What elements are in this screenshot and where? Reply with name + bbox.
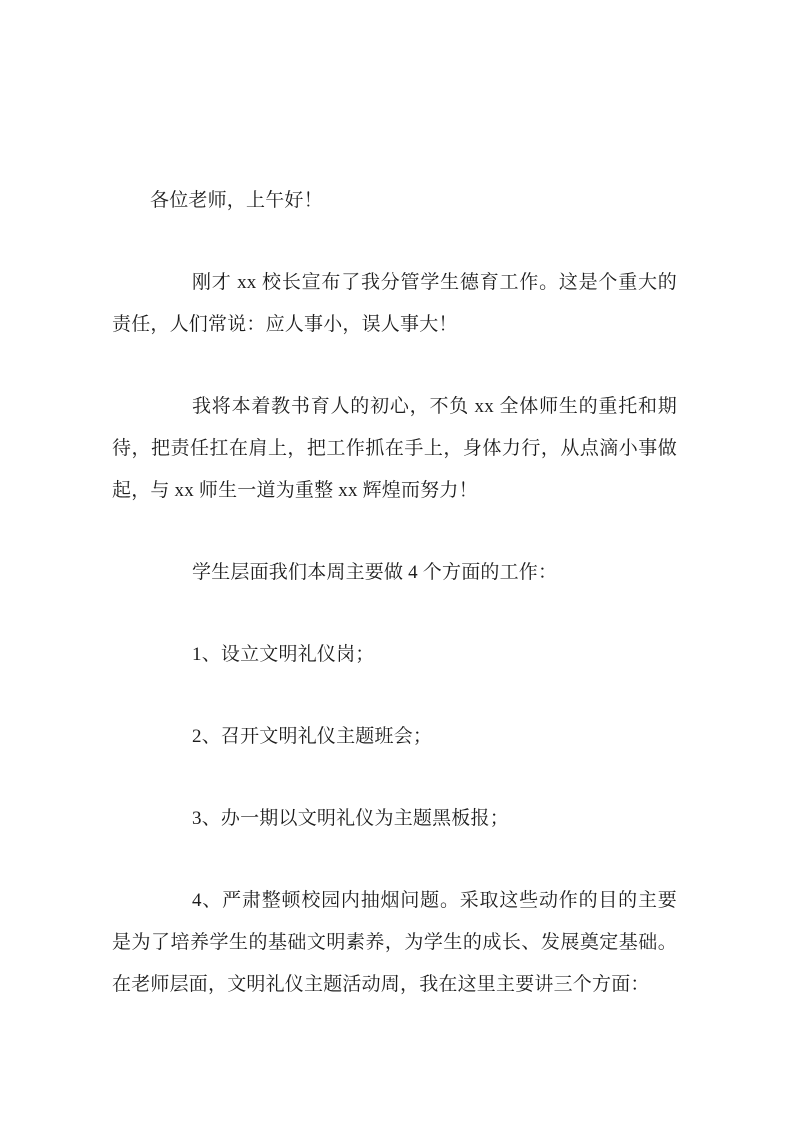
paragraph-student-work-intro: 学生层面我们本周主要做 4 个方面的工作：: [192, 562, 558, 583]
paragraph-greeting: 各位老师，上午好！: [150, 190, 323, 211]
paragraph-responsibility: 刚才 xx 校长宣布了我分管学生德育工作。这是个重大的责任，人们常说：应人事小，误人事大！: [112, 272, 677, 335]
paragraph-commitment: 我将本着教书育人的初心，不负 xx 全体师生的重托和期待，把责任扛在肩上，把工作抓在手上，身体力行，从点滴小事做起，与 xx 师生一道为重整 xx 辉煌而努力！: [112, 396, 677, 501]
list-item-2: 2、召开文明礼仪主题班会；: [192, 726, 433, 747]
list-item-1: 1、设立文明礼仪岗；: [192, 644, 375, 665]
list-item-3: 3、办一期以文明礼仪为主题黑板报；: [192, 808, 509, 829]
list-item-4: 4、严肃整顿校园内抽烟问题。采取这些动作的目的主要是为了培养学生的基础文明素养，为学生的成长、发展奠定基础。在老师层面，文明礼仪主题活动周，我在这里主要讲三个方面：: [112, 890, 677, 995]
